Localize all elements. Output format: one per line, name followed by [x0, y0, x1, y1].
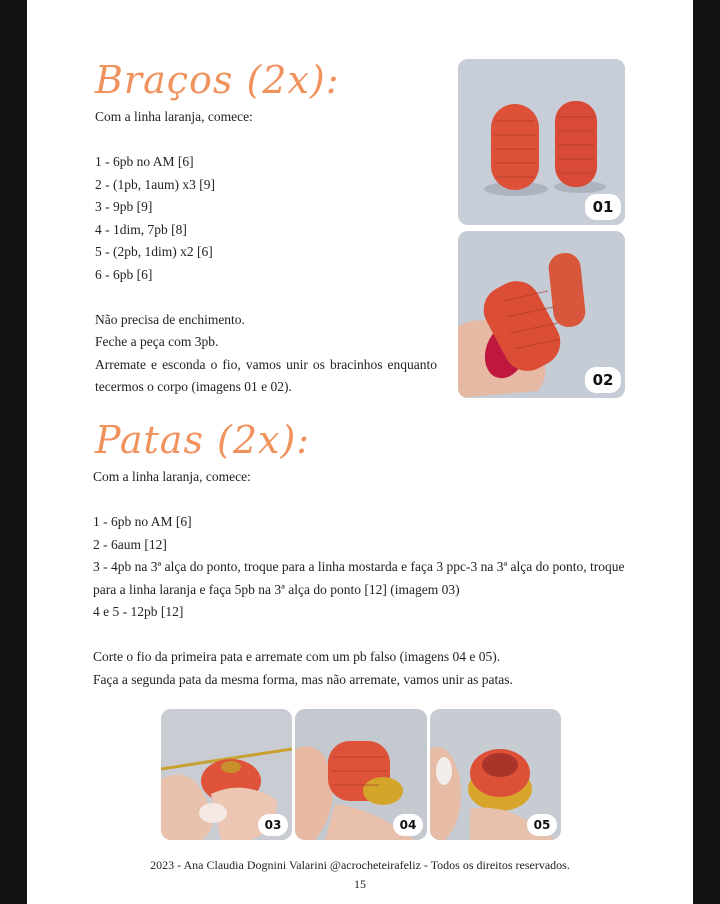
bracos-note: Não precisa de enchimento.	[95, 311, 245, 327]
bracos-instructions	[95, 106, 437, 399]
section-title-patas: Patas (2x):	[95, 418, 311, 462]
patas-row: 2 - 6aum [12]	[93, 536, 167, 552]
photo-05	[430, 709, 561, 840]
spacer	[95, 129, 437, 152]
bracos-row: 6 - 6pb [6]	[95, 266, 153, 282]
bracos-note: Feche a peça com 3pb.	[95, 334, 219, 349]
spacer	[93, 489, 627, 512]
patas-instructions	[93, 466, 627, 691]
photo-03	[161, 709, 292, 840]
spacer	[95, 286, 437, 309]
photo-02	[458, 231, 625, 398]
bracos-row: 3 - 9pb [9]	[95, 199, 153, 214]
photo-label-03: 03	[258, 814, 288, 836]
patas-row: 4 e 5 - 12pb [12]	[93, 604, 184, 619]
patas-note: Faça a segunda pata da mesma forma, mas não arremate, vamos unir as patas.	[93, 671, 513, 687]
photo-label-05: 05	[527, 814, 557, 836]
photo-label-02: 02	[585, 367, 621, 393]
photo-01	[458, 59, 625, 225]
photo-label-01: 01	[585, 194, 621, 220]
bracos-row: 2 - (1pb, 1aum) x3 [9]	[95, 176, 215, 192]
bracos-intro: Com a linha laranja, comece:	[95, 109, 253, 124]
page-number: 15	[354, 877, 366, 891]
patas-row: 1 - 6pb no AM [6]	[93, 514, 192, 529]
document-page	[27, 0, 693, 904]
photo-label-04: 04	[393, 814, 423, 836]
patas-note: Corte o fio da primeira pata e arremate com um pb falso (imagens 04 e 05).	[93, 649, 501, 664]
photo-04	[295, 709, 427, 840]
spacer	[93, 624, 627, 647]
bracos-note: Arremate e esconda o fio, vamos unir os bracinhos enquanto tecermos o corpo (imagens 01 e 02).	[95, 356, 437, 394]
patas-intro: Com a linha laranja, comece:	[93, 469, 251, 484]
patas-row: 3 - 4pb na 3ª alça do ponto, troque para a linha mostarda e faça 3 ppc-3 na 3ª alça do ponto, troque para a linha laranja e faça 5pb na 3ª alça do ponto [12] (imagem 03)	[93, 559, 625, 597]
footer-credit: 2023 - Ana Claudia Dognini Valarini @acrocheteirafeliz - Todos os direitos reservados.	[150, 858, 570, 872]
section-title-bracos: Braços (2x):	[95, 58, 340, 102]
bracos-row: 1 - 6pb no AM [6]	[95, 154, 194, 169]
bracos-row: 4 - 1dim, 7pb [8]	[95, 221, 187, 237]
bracos-row: 5 - (2pb, 1dim) x2 [6]	[95, 244, 213, 259]
